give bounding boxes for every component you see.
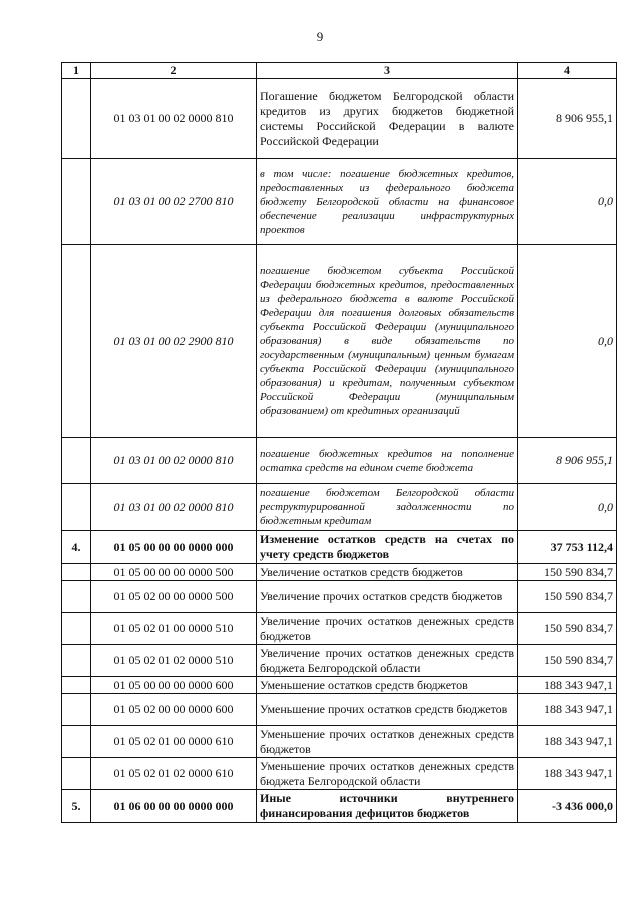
row-number: [62, 438, 91, 484]
budget-code: 01 05 02 01 00 0000 610: [91, 726, 257, 758]
budget-code: 01 03 01 00 02 0000 810: [91, 79, 257, 159]
table-row: [62, 581, 617, 613]
table-row: [62, 564, 617, 581]
budget-code: 01 05 00 00 00 0000 000: [91, 531, 257, 564]
row-description: Уменьшение прочих остатков средств бюджетов: [257, 694, 518, 726]
row-description: Иные источники внутреннего финансирования дефицитов бюджетов: [257, 790, 518, 823]
row-description: Уменьшение остатков средств бюджетов: [257, 677, 518, 694]
row-description: погашение бюджетом субъекта Российской Федерации бюджетных кредитов, предоставленных из федерального бюджета в валюте Российской Федерации для погашения долговых обязательств субъекта Российской Федерации (муниципального образования) в виде обязательств по государственным (муниципальным) ценным бумагам субъекта Российской Федерации (муниципального образования) и кредитам, полученным субъектом Российской Федерации (муниципальным образованием) от кредитных организаций: [257, 245, 518, 438]
table-row: [62, 79, 617, 159]
row-description: Изменение остатков средств на счетах по учету средств бюджетов: [257, 531, 518, 564]
row-description: Уменьшение прочих остатков денежных средств бюджета Белгородской области: [257, 758, 518, 790]
row-description: погашение бюджетных кредитов на пополнение остатка средств на едином счете бюджета: [257, 438, 518, 484]
row-amount: 37 753 112,4: [518, 531, 617, 564]
table-row: [62, 694, 617, 726]
row-number: [62, 677, 91, 694]
row-amount: 188 343 947,1: [518, 694, 617, 726]
row-amount: 8 906 955,1: [518, 438, 617, 484]
row-amount: 0,0: [518, 484, 617, 531]
row-description: Увеличение прочих остатков средств бюджетов: [257, 581, 518, 613]
table-row: [62, 245, 617, 438]
table-row: [62, 645, 617, 677]
table-row: [62, 531, 617, 564]
row-description: в том числе: погашение бюджетных кредитов, предоставленных из федерального бюджета бюджету Белгородской области на финансовое обеспечение реализации инфраструктурных проектов: [257, 159, 518, 245]
table-header-row: [62, 63, 617, 79]
column-header: 1: [62, 63, 91, 79]
budget-code: 01 03 01 00 02 2700 810: [91, 159, 257, 245]
budget-code: 01 03 01 00 02 2900 810: [91, 245, 257, 438]
table-row: [62, 677, 617, 694]
row-description: Увеличение остатков средств бюджетов: [257, 564, 518, 581]
row-number: [62, 758, 91, 790]
row-number: [62, 245, 91, 438]
budget-code: 01 03 01 00 02 0000 810: [91, 438, 257, 484]
row-amount: 188 343 947,1: [518, 726, 617, 758]
budget-code: 01 06 00 00 00 0000 000: [91, 790, 257, 823]
table-row: [62, 159, 617, 245]
row-amount: 0,0: [518, 159, 617, 245]
row-amount: 0,0: [518, 245, 617, 438]
row-number: [62, 159, 91, 245]
budget-code: 01 03 01 00 02 0000 810: [91, 484, 257, 531]
row-number: 5.: [62, 790, 91, 823]
row-amount: 150 590 834,7: [518, 645, 617, 677]
row-amount: 150 590 834,7: [518, 564, 617, 581]
row-number: [62, 564, 91, 581]
row-number: [62, 726, 91, 758]
row-amount: 188 343 947,1: [518, 677, 617, 694]
row-number: [62, 79, 91, 159]
page-number: 9: [316, 29, 324, 44]
budget-code: 01 05 00 00 00 0000 600: [91, 677, 257, 694]
row-description: Увеличение прочих остатков денежных средств бюджета Белгородской области: [257, 645, 518, 677]
budget-code: 01 05 00 00 00 0000 500: [91, 564, 257, 581]
column-header: 4: [518, 63, 617, 79]
table-row: [62, 726, 617, 758]
table-row: [62, 438, 617, 484]
table-row: [62, 758, 617, 790]
budget-code: 01 05 02 01 00 0000 510: [91, 613, 257, 645]
budget-code: 01 05 02 01 02 0000 510: [91, 645, 257, 677]
budget-code: 01 05 02 01 02 0000 610: [91, 758, 257, 790]
row-number: [62, 484, 91, 531]
row-description: Увеличение прочих остатков денежных средств бюджетов: [257, 613, 518, 645]
row-number: 4.: [62, 531, 91, 564]
budget-code: 01 05 02 00 00 0000 500: [91, 581, 257, 613]
table-row: [62, 484, 617, 531]
column-header: 2: [91, 63, 257, 79]
row-amount: -3 436 000,0: [518, 790, 617, 823]
table-row: [62, 613, 617, 645]
budget-code: 01 05 02 00 00 0000 600: [91, 694, 257, 726]
row-description: Погашение бюджетом Белгородской области кредитов из других бюджетов бюджетной системы Российской Федерации в валюте Российской Федерации: [257, 79, 518, 159]
row-number: [62, 694, 91, 726]
row-number: [62, 581, 91, 613]
row-amount: 8 906 955,1: [518, 79, 617, 159]
row-description: Уменьшение прочих остатков денежных средств бюджетов: [257, 726, 518, 758]
row-amount: 150 590 834,7: [518, 581, 617, 613]
sources-of-financing-table: [61, 62, 617, 823]
row-description: погашение бюджетом Белгородской области реструктурированной задолженности по бюджетным кредитам: [257, 484, 518, 531]
row-amount: 150 590 834,7: [518, 613, 617, 645]
row-amount: 188 343 947,1: [518, 758, 617, 790]
table-row: [62, 790, 617, 823]
column-header: 3: [257, 63, 518, 79]
row-number: [62, 613, 91, 645]
row-number: [62, 645, 91, 677]
